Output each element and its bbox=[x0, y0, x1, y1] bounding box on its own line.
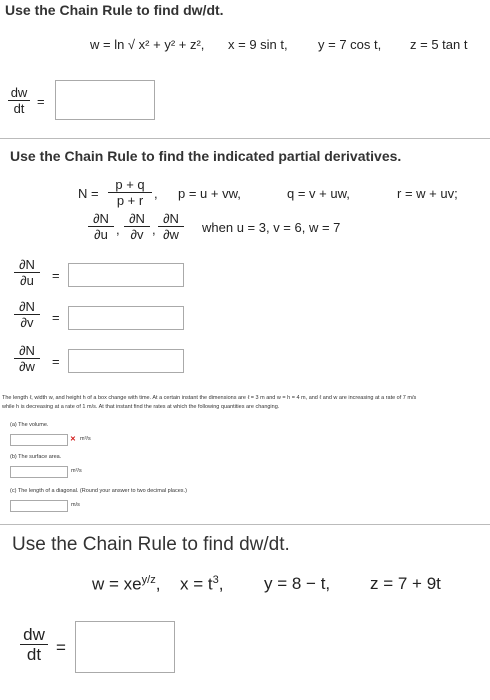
part-b-label: (b) The surface area. bbox=[10, 454, 62, 460]
w-expr: w = xe bbox=[92, 574, 142, 594]
partial-n-w bbox=[158, 212, 184, 241]
frac-denominator: dt bbox=[13, 101, 25, 116]
frac-numerator: dw bbox=[23, 625, 45, 644]
answer-label-dn-du bbox=[14, 258, 40, 287]
x-exponent: 3 bbox=[212, 574, 219, 586]
partial-den: ∂u bbox=[20, 273, 34, 288]
dn-dw-answer-input[interactable] bbox=[68, 349, 184, 373]
y-definition: y = 8 − t, bbox=[264, 574, 331, 593]
comma: , bbox=[116, 222, 120, 237]
partial-den: ∂u bbox=[94, 227, 108, 242]
part-a-label: (a) The volume. bbox=[10, 422, 49, 428]
p-definition: p = u + vw, bbox=[178, 186, 241, 201]
part-b-unit: m²/s bbox=[71, 468, 82, 474]
problem-3-intro-line2: while h is decreasing at a rate of 1 m/s. At that instant find the rates at which the following quantities are changing. bbox=[2, 404, 280, 410]
incorrect-x-icon: ✕ bbox=[70, 436, 76, 443]
chain-rule-problem-4 bbox=[0, 526, 490, 700]
comma: , bbox=[152, 222, 156, 237]
dw-dt-fraction bbox=[20, 626, 48, 663]
dw-dt-answer-input[interactable] bbox=[55, 80, 155, 120]
problem-1-title: Use the Chain Rule to find dw/dt. bbox=[5, 2, 224, 18]
y-definition: y = 7 cos t, bbox=[318, 37, 382, 52]
part-a-unit: m³/s bbox=[80, 436, 91, 442]
frac-numerator: dw bbox=[10, 85, 28, 100]
chain-rule-problem-2 bbox=[0, 140, 490, 390]
problem-2-title: Use the Chain Rule to find the indicated partial derivatives. bbox=[10, 148, 402, 164]
partial-den: ∂w bbox=[19, 359, 35, 374]
frac-denominator: dt bbox=[26, 645, 42, 664]
partial-num: ∂N bbox=[93, 211, 109, 226]
partial-den: ∂v bbox=[130, 227, 144, 242]
partial-den: ∂v bbox=[20, 315, 34, 330]
x-definition: $x = t^3$, bbox=[180, 574, 224, 594]
z-definition: z = 7 + 9t bbox=[370, 574, 441, 593]
r-definition: r = w + uv; bbox=[397, 186, 458, 201]
part-a-answer-input[interactable] bbox=[10, 434, 68, 446]
problem-4-title: Use the Chain Rule to find dw/dt. bbox=[12, 534, 290, 555]
x-definition: x = 9 sin t, bbox=[228, 37, 288, 52]
w-definition: w = ln √ x² + y² + z², bbox=[90, 37, 205, 52]
partial-num: ∂N bbox=[19, 257, 35, 272]
box-rates-problem bbox=[0, 392, 490, 522]
comma: , bbox=[154, 186, 158, 201]
chain-rule-problem-1 bbox=[0, 0, 490, 135]
N-label: N = bbox=[78, 186, 99, 201]
equals-sign: = bbox=[52, 354, 60, 369]
dn-dv-answer-input[interactable] bbox=[68, 306, 184, 330]
answer-label-dn-dv bbox=[14, 300, 40, 329]
when-condition: when u = 3, v = 6, w = 7 bbox=[202, 220, 341, 235]
part-c-answer-input[interactable] bbox=[10, 500, 68, 512]
dw-dt-answer-input[interactable] bbox=[75, 621, 175, 673]
divider bbox=[0, 138, 490, 139]
q-definition: q = v + uw, bbox=[287, 186, 350, 201]
problem-3-intro-line1: The length ℓ, width w, and height h of a box change with time. At a certain instant the dimensions are ℓ = 3 m and w = h = 4 m, and ℓ and w are increasing at a rate of 7 m/s bbox=[2, 395, 417, 401]
N-fraction bbox=[108, 178, 152, 207]
equals-sign: = bbox=[52, 268, 60, 283]
answer-label-dn-dw bbox=[14, 344, 40, 373]
N-numerator: p + q bbox=[115, 177, 145, 192]
part-b-answer-input[interactable] bbox=[10, 466, 68, 478]
N-denominator: p + r bbox=[116, 193, 144, 208]
w-exponent: y/z bbox=[141, 574, 156, 586]
equals-sign: = bbox=[56, 638, 66, 657]
partial-num: ∂N bbox=[163, 211, 179, 226]
equals-sign: = bbox=[52, 310, 60, 325]
partial-n-u bbox=[88, 212, 114, 241]
partial-num: ∂N bbox=[19, 343, 35, 358]
divider bbox=[0, 524, 490, 525]
z-definition: z = 5 tan t bbox=[410, 37, 468, 52]
problem-1-w-equation bbox=[90, 37, 204, 52]
partial-n-v bbox=[124, 212, 150, 241]
partial-den: ∂w bbox=[163, 227, 179, 242]
part-c-label: (c) The length of a diagonal. (Round your answer to two decimal places.) bbox=[10, 488, 187, 494]
w-definition: $w = xe^{y/z}$, bbox=[92, 574, 161, 594]
part-c-unit: m/s bbox=[71, 502, 80, 508]
partial-num: ∂N bbox=[129, 211, 145, 226]
x-expr: x = t bbox=[180, 574, 213, 594]
equals-sign: = bbox=[37, 94, 45, 109]
dn-du-answer-input[interactable] bbox=[68, 263, 184, 287]
dw-dt-fraction bbox=[8, 86, 30, 115]
partial-num: ∂N bbox=[19, 299, 35, 314]
